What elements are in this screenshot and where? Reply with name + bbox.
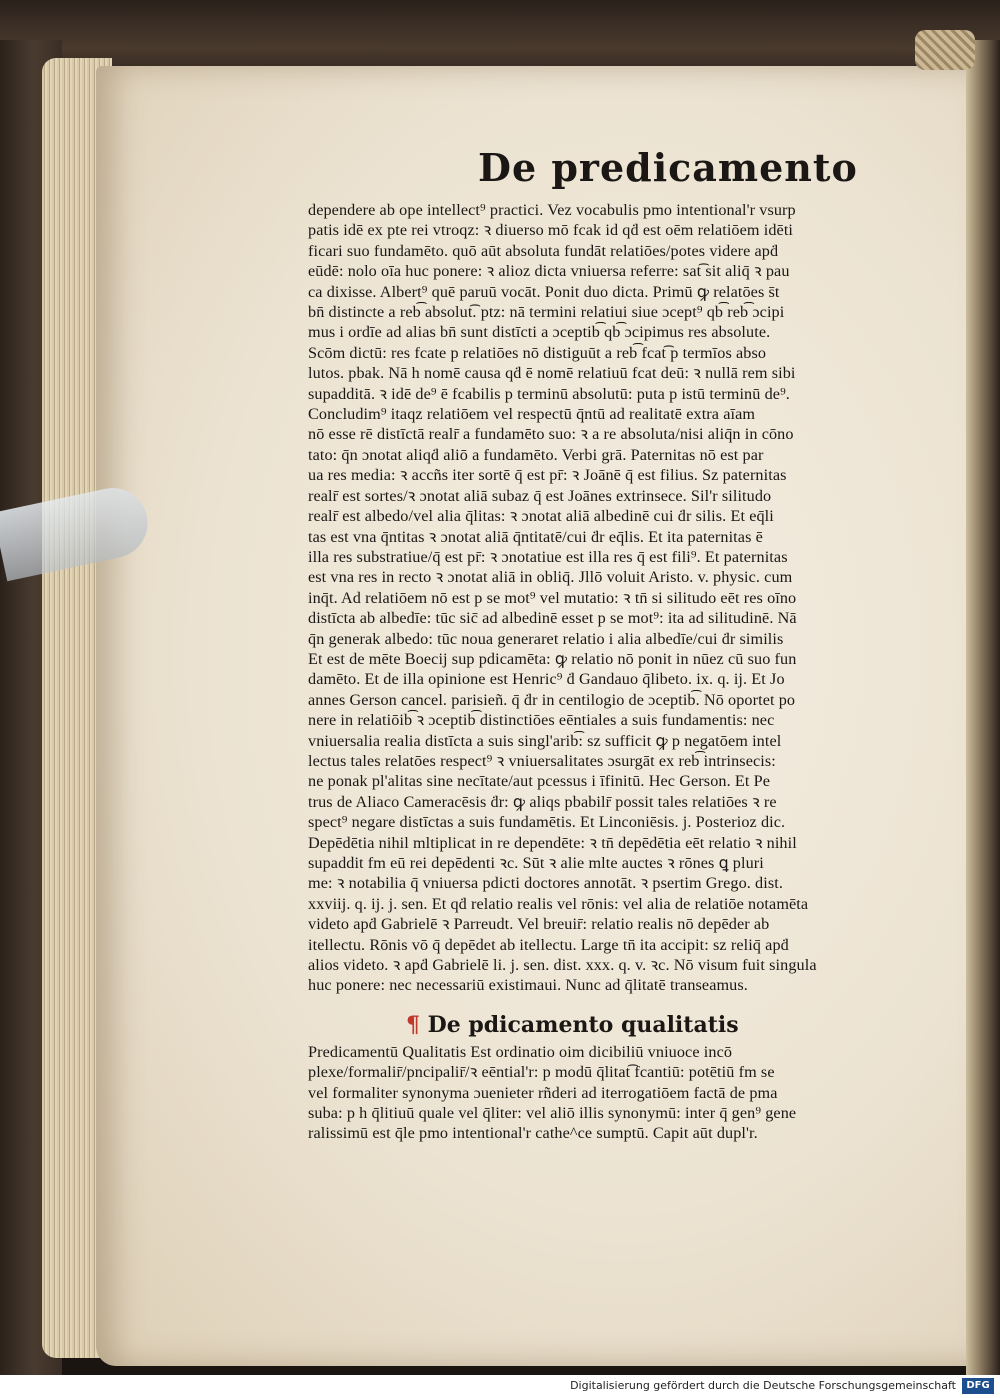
text-line: huc ponere: nec necessariū existimaui. Nunc ad q̄litatē transeamus. xyxy=(308,976,748,995)
page-text-block xyxy=(308,145,948,1144)
text-line: realr̄ est albedo/vel alia q̄litas: ꝛ ɔnotat aliā albedinē cui ḋr silis. Et eq̄li xyxy=(308,507,774,526)
text-line: distīcta ab albedīe: tūc sic̄ ad albedinē esset p se mot⁹: ita ad silitudinē. Nā xyxy=(308,609,797,628)
text-line: inq̄t. Ad relatiōem nō est p se mot⁹ vel mutatio: ꝛ tn̄ si silitudo eēt res oīno xyxy=(308,588,797,607)
text-line: itellectu. Rōnis vō q̄ depēdet ab itellectu. Large tn̄ ita accipit: sz reliq̄ apḋ xyxy=(308,935,789,954)
text-line: tato: q̄n ɔnotat aliqḋ aliō a fundamēto. Verbi grā. Paternitas nō est par xyxy=(308,445,764,464)
binding-string xyxy=(915,30,975,70)
page-gutter-right xyxy=(966,40,1000,1375)
text-line: ficari suo fundamēto. quō aūt absoluta fundāt relatiōes/potes videre apḋ xyxy=(308,241,779,260)
text-line: nere in relatiōib͡ ꝛ ɔceptib͡ distinctiōes eēntiales a suis fundamentis: nec xyxy=(308,711,775,730)
text-line: supadditā. ꝛ idē de⁹ ē fcabilis p terminū absolutū: puta p istū terminū de⁹. xyxy=(308,384,790,403)
text-line: supaddit fm eū rei depēdenti ꝛc. Sūt ꝛ alie mlte auctes ꝛ rōnes ꝗ pluri xyxy=(308,854,764,872)
footer-credit: Digitalisierung gefördert durch die Deutsche Forschungsgemeinschaft xyxy=(570,1379,956,1392)
text-line: plexe/formalir̄/pncipalir̄/ꝛ eēntial'r: p modū q̄litat͡ fcantiū: potētiū fm se xyxy=(308,1063,775,1082)
text-line: illa res substratiue/q̄ est pr̄: ꝛ ɔnotatiue est illa res q̄ est fili⁹. Et paternitas xyxy=(308,547,788,566)
text-line: trus de Aliaco Cameracēsis ḋr: ꝙ aliqs pbabilr̄ possit tales relatiōes ꝛ re xyxy=(308,792,777,811)
text-line: eūdē: nolo oīa huc ponere: ꝛ alioz dicta vniuersa referre: sat͡ sit aliq̄ ꝛ pau xyxy=(308,262,790,281)
text-line: mus i ordīe ad alias bn̄ sunt distīcti a ɔceptib͡ qb͡ ɔcipimus res absolute. xyxy=(308,323,771,342)
running-head: De predicamento xyxy=(478,145,858,190)
text-line: me: ꝛ notabilia q̄ vniuersa pdicti doctores annotāt. ꝛ psertim Grego. dist. xyxy=(308,874,783,893)
footer-bar xyxy=(0,1375,1000,1398)
text-line: ua res media: ꝛ accñs iter sortē q̄ est pr̄: ꝛ Joānē q̄ est filius. Sz paternitas xyxy=(308,466,787,485)
text-line: patis idē ex pte rei vtroqz: ꝛ diuerso mō fcak id qḋ est oēm relatiōem idēti xyxy=(308,221,794,240)
text-line: tas est vna q̄ntitas ꝛ ɔnotat aliā q̄ntitatē/cui ḋr eq̄lis. Et ita paternitas ē xyxy=(308,527,763,546)
text-line: lectus tales relatōes respect⁹ ꝛ vniuersalitates ɔsurgāt ex reb͡ intrinsecis: xyxy=(308,751,776,770)
section-heading xyxy=(406,1012,948,1038)
pilcrow-mark: ¶ xyxy=(406,1011,420,1038)
section-text xyxy=(308,1042,948,1144)
text-line: spect⁹ negare distīctas a suis fundamētis. Et Linconiēsis. j. Posterioz dic. xyxy=(308,813,786,832)
text-line: vel formaliter synonyma ɔuenieter rñderi ad iterrogatiōem factā de pma xyxy=(308,1083,778,1102)
body-text xyxy=(308,200,948,996)
text-line: lutos. pbak. Nā h nomē causa qḋ ē nomē relatiuū fcat deū: ꝛ nullā rem sibi xyxy=(308,364,796,383)
section-heading-text: De pdicamento qualitatis xyxy=(427,1011,739,1038)
text-line: vniuersalia realia distīcta a suis singl'arib͡: sz sufficit ꝙ p negatōem intel xyxy=(308,731,782,750)
text-line: Concludim⁹ itaqz relatiōem vel respectū q̄ntū ad realitatē extra aīam xyxy=(308,405,756,424)
text-line: Scōm dictū: res fcate p relatiōes nō distiguūt a reb͡ fcat͡ p termīos abso xyxy=(308,343,767,362)
text-line: ralissimū est q̄le pmo intentional'r cathe^ce sumptū. Capit aūt dupl'r. xyxy=(308,1124,758,1143)
text-line: ne ponak pl'alitas sine necītate/aut pcessus i īfinitū. Hec Gerson. Et Pe xyxy=(308,772,770,791)
text-line: realr̄ est sortes/ꝛ ɔnotat aliā subaz q̄ est Joānes extrinsece. Sil'r silitudo xyxy=(308,486,772,505)
text-line: alios videto. ꝛ apḋ Gabrielē li. j. sen. dist. xxx. q. v. ꝛc. Nō visum fuit singula xyxy=(308,956,817,975)
text-line: Predicamentū Qualitatis Est ordinatio oim dicibiliū vniuoce incō xyxy=(308,1042,733,1061)
text-line: Et est de mēte Boecij sup pdicamēta: ꝙ relatio nō ponit in nūez cū suo fun xyxy=(308,649,797,668)
text-line: nō esse rē distīctā realr̄ a fundamēto suo: ꝛ a re absoluta/nisi aliq̄n in cōno xyxy=(308,425,794,444)
text-line: dependere ab ope intellect⁹ practici. Vez vocabulis pmo intentional'r vsurp xyxy=(308,201,796,219)
dfg-logo: DFG xyxy=(962,1378,994,1394)
text-line: ca dixisse. Albert⁹ quē paruū vocāt. Ponit duo dicta. Primū ꝙ relatōes s̄t xyxy=(308,282,780,301)
text-line: videto apḋ Gabrielē ꝛ Parreudt. Vel breuir̄: relatio realis nō depēder ab xyxy=(308,915,770,934)
text-line: q̄n generak albedo: tūc noua generaret relatio i alia albedīe/cui ḋr similis xyxy=(308,629,784,648)
text-line: xxviij. q. ij. j. sen. Et qḋ relatio realis vel rōnis: vel alia de relatiōe notamēta xyxy=(308,894,809,913)
text-line: damēto. Et de illa opinione est Henric⁹ ḋ Gandauo q̄libeto. ix. q. ij. Et Jo xyxy=(308,670,785,689)
text-line: suba: p h q̄litiuū quale vel q̄liter: vel aliō illis synonymū: inter q̄ gen⁹ gene xyxy=(308,1104,797,1123)
text-line: est vna res in recto ꝛ ɔnotat aliā in obliq̄. Jllō voluit Aristo. v. physic. cum xyxy=(308,568,793,587)
text-line: annes Gerson cancel. parisieñ. q̄ ḋr in centilogio de ɔceptib͡. Nō oportet po xyxy=(308,690,796,709)
text-line: Depēdētia nihil mltiplicat in re dependēte: ꝛ tn̄ depēdētia eēt relatio ꝛ nihil xyxy=(308,833,797,852)
text-line: bn̄ distincte a reb͡ absolut͡. ptz: nā termini relatiui siue ɔcept⁹ qb͡ reb͡ ɔcipi xyxy=(308,303,785,322)
